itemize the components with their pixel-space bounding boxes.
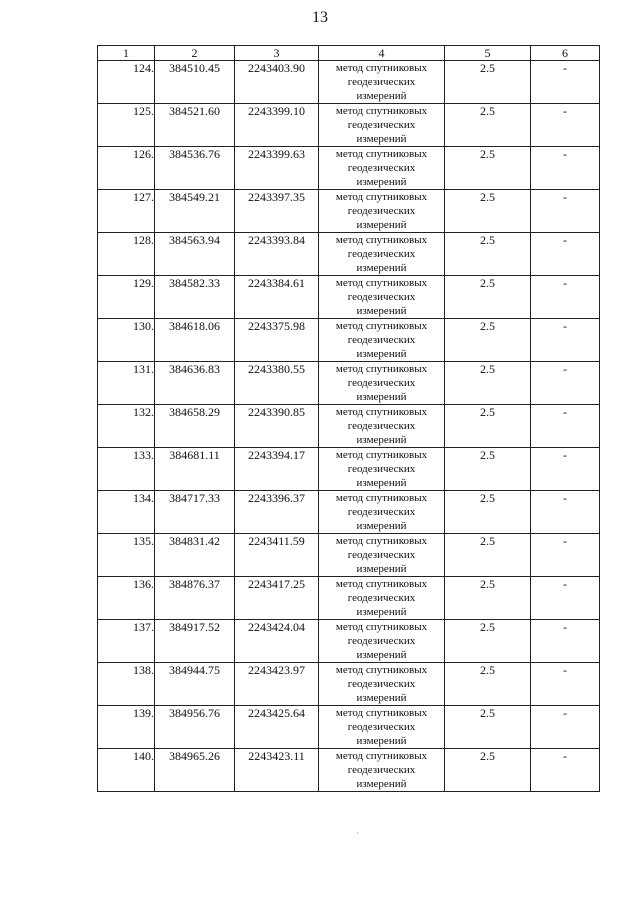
method-cell [319, 706, 445, 749]
method-line: метод спутниковых [335, 406, 428, 418]
note-cell: - [531, 448, 600, 491]
column-header-5: 5 [445, 46, 531, 61]
method-cell [319, 233, 445, 276]
note-cell: - [531, 749, 600, 792]
y-coordinate-cell: 2243380.55 [235, 362, 319, 405]
point-number-cell: 136. [98, 577, 155, 620]
method-cell [319, 749, 445, 792]
method-line: измерений [356, 477, 407, 489]
method-line: геодезических [347, 76, 416, 88]
accuracy-cell: 2.5 [445, 61, 531, 104]
accuracy-cell: 2.5 [445, 319, 531, 362]
point-number-cell: 139. [98, 706, 155, 749]
table-row [98, 233, 600, 276]
method-line: геодезических [347, 248, 416, 260]
method-line: геодезических [347, 592, 416, 604]
method-line: геодезических [347, 334, 416, 346]
x-coordinate-cell: 384563.94 [155, 233, 235, 276]
method-line: метод спутниковых [335, 320, 428, 332]
method-line: метод спутниковых [335, 148, 428, 160]
method-line: геодезических [347, 678, 416, 690]
accuracy-cell: 2.5 [445, 448, 531, 491]
note-cell: - [531, 362, 600, 405]
scan-speck: · [356, 828, 359, 838]
table-body [98, 61, 600, 792]
table-row [98, 577, 600, 620]
point-number-cell: 132. [98, 405, 155, 448]
y-coordinate-cell: 2243393.84 [235, 233, 319, 276]
x-coordinate-cell: 384582.33 [155, 276, 235, 319]
point-number-cell: 133. [98, 448, 155, 491]
x-coordinate-cell: 384917.52 [155, 620, 235, 663]
y-coordinate-cell: 2243396.37 [235, 491, 319, 534]
method-cell [319, 61, 445, 104]
method-line: метод спутниковых [335, 621, 428, 633]
table-row [98, 663, 600, 706]
accuracy-cell: 2.5 [445, 190, 531, 233]
x-coordinate-cell: 384510.45 [155, 61, 235, 104]
point-number-cell: 140. [98, 749, 155, 792]
table-row [98, 491, 600, 534]
method-cell [319, 319, 445, 362]
method-line: измерений [356, 692, 407, 704]
table-row [98, 405, 600, 448]
y-coordinate-cell: 2243384.61 [235, 276, 319, 319]
x-coordinate-cell: 384521.60 [155, 104, 235, 147]
y-coordinate-cell: 2243411.59 [235, 534, 319, 577]
table-row [98, 534, 600, 577]
method-line: метод спутниковых [335, 707, 428, 719]
method-cell [319, 620, 445, 663]
y-coordinate-cell: 2243403.90 [235, 61, 319, 104]
method-line: измерений [356, 391, 407, 403]
note-cell: - [531, 534, 600, 577]
method-line: измерений [356, 348, 407, 360]
y-coordinate-cell: 2243424.04 [235, 620, 319, 663]
method-line: метод спутниковых [335, 277, 428, 289]
method-line: измерений [356, 563, 407, 575]
point-number-cell: 125. [98, 104, 155, 147]
column-header-2: 2 [155, 46, 235, 61]
method-line: измерений [356, 735, 407, 747]
column-header-6: 6 [531, 46, 600, 61]
method-cell [319, 534, 445, 577]
x-coordinate-cell: 384618.06 [155, 319, 235, 362]
y-coordinate-cell: 2243397.35 [235, 190, 319, 233]
y-coordinate-cell: 2243399.63 [235, 147, 319, 190]
method-line: измерений [356, 606, 407, 618]
method-line: измерений [356, 133, 407, 145]
point-number-cell: 124. [98, 61, 155, 104]
table-row [98, 706, 600, 749]
method-cell [319, 491, 445, 534]
method-cell [319, 448, 445, 491]
column-header-4: 4 [319, 46, 445, 61]
column-header-3: 3 [235, 46, 319, 61]
method-line: метод спутниковых [335, 363, 428, 375]
accuracy-cell: 2.5 [445, 362, 531, 405]
accuracy-cell: 2.5 [445, 233, 531, 276]
y-coordinate-cell: 2243423.97 [235, 663, 319, 706]
accuracy-cell: 2.5 [445, 620, 531, 663]
x-coordinate-cell: 384536.76 [155, 147, 235, 190]
note-cell: - [531, 190, 600, 233]
method-line: метод спутниковых [335, 664, 428, 676]
accuracy-cell: 2.5 [445, 577, 531, 620]
note-cell: - [531, 663, 600, 706]
method-line: метод спутниковых [335, 578, 428, 590]
page-number: 13 [312, 9, 328, 26]
y-coordinate-cell: 2243375.98 [235, 319, 319, 362]
method-line: геодезических [347, 764, 416, 776]
note-cell: - [531, 405, 600, 448]
x-coordinate-cell: 384717.33 [155, 491, 235, 534]
note-cell: - [531, 276, 600, 319]
y-coordinate-cell: 2243390.85 [235, 405, 319, 448]
method-line: измерений [356, 219, 407, 231]
x-coordinate-cell: 384549.21 [155, 190, 235, 233]
accuracy-cell: 2.5 [445, 706, 531, 749]
table-row [98, 104, 600, 147]
method-line: метод спутниковых [335, 535, 428, 547]
accuracy-cell: 2.5 [445, 276, 531, 319]
method-line: геодезических [347, 420, 416, 432]
point-number-cell: 126. [98, 147, 155, 190]
accuracy-cell: 2.5 [445, 491, 531, 534]
accuracy-cell: 2.5 [445, 534, 531, 577]
note-cell: - [531, 620, 600, 663]
method-line: геодезических [347, 506, 416, 518]
method-line: геодезических [347, 162, 416, 174]
method-line: геодезических [347, 635, 416, 647]
point-number-cell: 138. [98, 663, 155, 706]
note-cell: - [531, 147, 600, 190]
note-cell: - [531, 577, 600, 620]
method-cell [319, 147, 445, 190]
table-row [98, 276, 600, 319]
point-number-cell: 135. [98, 534, 155, 577]
point-number-cell: 130. [98, 319, 155, 362]
coordinates-table [97, 45, 600, 792]
method-cell [319, 104, 445, 147]
note-cell: - [531, 319, 600, 362]
x-coordinate-cell: 384876.37 [155, 577, 235, 620]
accuracy-cell: 2.5 [445, 147, 531, 190]
y-coordinate-cell: 2243425.64 [235, 706, 319, 749]
method-cell [319, 663, 445, 706]
y-coordinate-cell: 2243417.25 [235, 577, 319, 620]
table-header-row [98, 46, 600, 61]
table-row [98, 319, 600, 362]
note-cell: - [531, 491, 600, 534]
accuracy-cell: 2.5 [445, 405, 531, 448]
method-line: метод спутниковых [335, 750, 428, 762]
method-line: геодезических [347, 119, 416, 131]
method-line: геодезических [347, 549, 416, 561]
method-line: измерений [356, 262, 407, 274]
method-line: геодезических [347, 291, 416, 303]
method-line: геодезических [347, 721, 416, 733]
point-number-cell: 127. [98, 190, 155, 233]
method-line: измерений [356, 778, 407, 790]
note-cell: - [531, 233, 600, 276]
method-line: метод спутниковых [335, 449, 428, 461]
method-line: измерений [356, 649, 407, 661]
x-coordinate-cell: 384944.75 [155, 663, 235, 706]
x-coordinate-cell: 384636.83 [155, 362, 235, 405]
method-line: метод спутниковых [335, 492, 428, 504]
method-line: метод спутниковых [335, 105, 428, 117]
point-number-cell: 129. [98, 276, 155, 319]
point-number-cell: 131. [98, 362, 155, 405]
table-row [98, 448, 600, 491]
method-cell [319, 362, 445, 405]
y-coordinate-cell: 2243394.17 [235, 448, 319, 491]
method-cell [319, 405, 445, 448]
method-cell [319, 577, 445, 620]
point-number-cell: 128. [98, 233, 155, 276]
accuracy-cell: 2.5 [445, 749, 531, 792]
method-cell [319, 276, 445, 319]
x-coordinate-cell: 384681.11 [155, 448, 235, 491]
column-header-1: 1 [98, 46, 155, 61]
y-coordinate-cell: 2243399.10 [235, 104, 319, 147]
method-line: метод спутниковых [335, 234, 428, 246]
method-cell [319, 190, 445, 233]
table-row [98, 190, 600, 233]
method-line: измерений [356, 434, 407, 446]
table-row [98, 147, 600, 190]
method-line: измерений [356, 176, 407, 188]
note-cell: - [531, 706, 600, 749]
method-line: измерений [356, 90, 407, 102]
table-row [98, 61, 600, 104]
y-coordinate-cell: 2243423.11 [235, 749, 319, 792]
x-coordinate-cell: 384658.29 [155, 405, 235, 448]
table-row [98, 620, 600, 663]
note-cell: - [531, 104, 600, 147]
table-row [98, 362, 600, 405]
x-coordinate-cell: 384956.76 [155, 706, 235, 749]
method-line: измерений [356, 305, 407, 317]
point-number-cell: 134. [98, 491, 155, 534]
x-coordinate-cell: 384831.42 [155, 534, 235, 577]
accuracy-cell: 2.5 [445, 104, 531, 147]
method-line: геодезических [347, 205, 416, 217]
accuracy-cell: 2.5 [445, 663, 531, 706]
method-line: метод спутниковых [335, 191, 428, 203]
method-line: геодезических [347, 377, 416, 389]
method-line: метод спутниковых [335, 62, 428, 74]
x-coordinate-cell: 384965.26 [155, 749, 235, 792]
note-cell: - [531, 61, 600, 104]
point-number-cell: 137. [98, 620, 155, 663]
method-line: геодезических [347, 463, 416, 475]
table-row [98, 749, 600, 792]
method-line: измерений [356, 520, 407, 532]
